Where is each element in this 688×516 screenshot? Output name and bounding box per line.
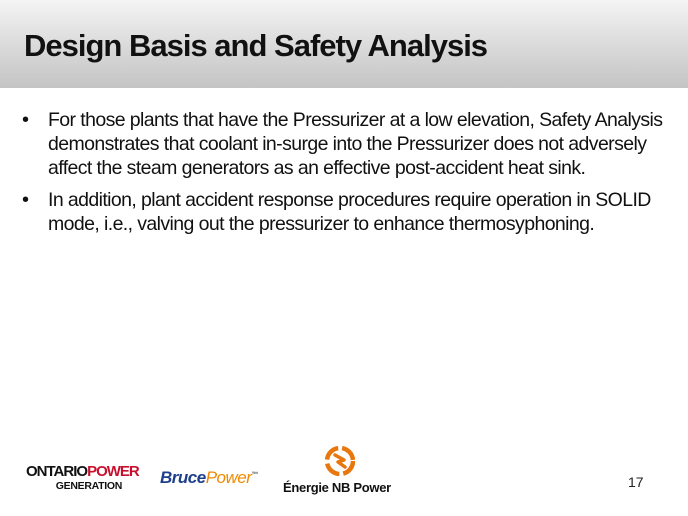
bullet-item — [22, 188, 672, 236]
bullet-marker: • — [22, 189, 29, 211]
bullet-marker: • — [22, 109, 29, 131]
title-banner — [0, 0, 688, 88]
bruce-logo-part2: Power — [205, 468, 252, 487]
opg-logo-part3: GENERATION — [55, 480, 122, 492]
opg-logo-part2: POWER — [87, 463, 139, 480]
bullet-text: In addition, plant accident response procedures require operation in SOLID mode, i.e., valving out the pressurizer to enhance thermosyphoning. — [48, 189, 651, 235]
bullet-text: For those plants that have the Pressurizer at a low elevation, Safety Analysis demonstrates that coolant in-surge into the Pressurizer does not adversely affect the steam generators as an effective post-accident heat sink. — [48, 109, 663, 179]
opg-logo-part1: ONTARIO — [26, 463, 88, 480]
footer-logos — [0, 440, 688, 516]
bruce-power-logo — [160, 468, 258, 488]
page-number: 17 — [628, 474, 644, 490]
bullet-list — [22, 108, 672, 244]
slide-title: Design Basis and Safety Analysis — [24, 28, 488, 63]
nb-power-mark-icon — [325, 446, 355, 476]
bullet-item — [22, 108, 672, 180]
ontario-power-generation-logo — [26, 463, 139, 492]
bruce-logo-tm: ™ — [251, 471, 258, 479]
bruce-logo-part1: Bruce — [160, 468, 206, 487]
nb-power-logo-text: Énergie NB Power — [283, 480, 391, 495]
